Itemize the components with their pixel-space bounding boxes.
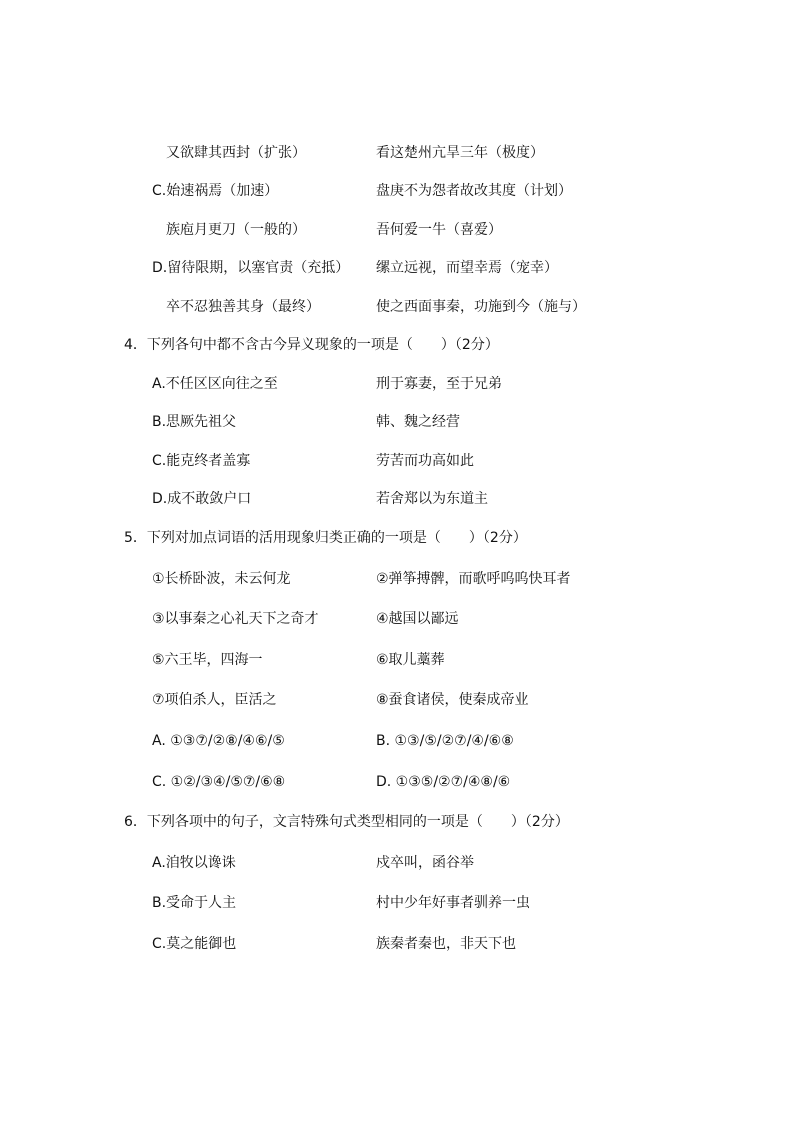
q5-option-d: D. ①③⑤/②⑦/④⑧/⑥	[376, 774, 511, 790]
q4-option-c-left: C.能克终者盖寡	[152, 453, 251, 469]
question-6-stem: 6．下列各项中的句子，文言特殊句式类型相同的一项是（ ）（2分）	[124, 814, 569, 830]
q5-item-7: ⑦项伯杀人，臣活之	[152, 692, 277, 708]
q6-option-c-left: C.莫之能御也	[152, 936, 237, 952]
q6-option-b-left: B.受命于人主	[152, 895, 237, 911]
q4-option-d-left: D.成不敢敛户口	[152, 491, 252, 507]
q5-option-a: A. ①③⑦/②⑧/④⑥/⑤	[152, 733, 285, 749]
q4-option-c-right: 劳苦而功高如此	[376, 453, 474, 469]
prev-option-d-left: D.留待限期，以塞官责（充抵）	[152, 260, 350, 276]
prev-row-1-right: 看这楚州亢旱三年（极度）	[376, 145, 544, 161]
prev-option-c-right: 盘庚不为怨者故改其度（计划）	[376, 183, 572, 199]
q4-option-d-right: 若舍郑以为东道主	[376, 491, 488, 507]
q4-option-a-left: A.不任区区向往之至	[152, 376, 278, 392]
q5-item-5: ⑤六王毕，四海一	[152, 652, 263, 668]
q6-option-a-right: 戍卒叫，函谷举	[376, 855, 474, 871]
prev-row-3-right: 吾何爱一牛（喜爱）	[376, 222, 502, 238]
question-4-stem: 4．下列各句中都不含古今异义现象的一项是（ ）（2分）	[124, 337, 499, 353]
q4-option-b-left: B.思厥先祖父	[152, 414, 237, 430]
prev-row-5-right: 使之西面事秦，功施到今（施与）	[376, 299, 586, 315]
q6-option-a-left: A.洎牧以谗诛	[152, 855, 236, 871]
q5-item-6: ⑥取儿藁葬	[376, 652, 445, 668]
prev-option-d-right: 缧立远视，而望幸焉（宠幸）	[376, 260, 558, 276]
q6-option-c-right: 族秦者秦也，非天下也	[376, 936, 516, 952]
q5-item-3: ③以事秦之心礼天下之奇才	[152, 611, 319, 627]
question-5-stem: 5．下列对加点词语的活用现象归类正确的一项是（ ）（2分）	[124, 530, 527, 546]
q5-option-c: C. ①②/③④/⑤⑦/⑥⑧	[152, 774, 286, 790]
q5-item-8: ⑧蚕食诸侯，使秦成帝业	[376, 692, 529, 708]
q5-option-b: B. ①③/⑤/②⑦/④/⑥⑧	[376, 733, 514, 749]
prev-row-5-left: 卒不忍独善其身（最终）	[166, 299, 320, 315]
prev-row-1-left: 又欲肆其西封（扩张）	[166, 145, 306, 161]
q4-option-a-right: 刑于寡妻，至于兄弟	[376, 376, 502, 392]
prev-option-c-left: C.始速祸焉（加速）	[152, 183, 279, 199]
prev-row-3-left: 族庖月更刀（一般的）	[166, 222, 306, 238]
q5-item-4: ④越国以鄙远	[376, 611, 459, 627]
q5-item-1: ①长桥卧波，未云何龙	[152, 571, 291, 587]
q5-item-2: ②弹筝搏髀，而歌呼呜呜快耳者	[376, 571, 571, 587]
q6-option-b-right: 村中少年好事者驯养一虫	[376, 895, 530, 911]
q4-option-b-right: 韩、魏之经营	[376, 414, 460, 430]
